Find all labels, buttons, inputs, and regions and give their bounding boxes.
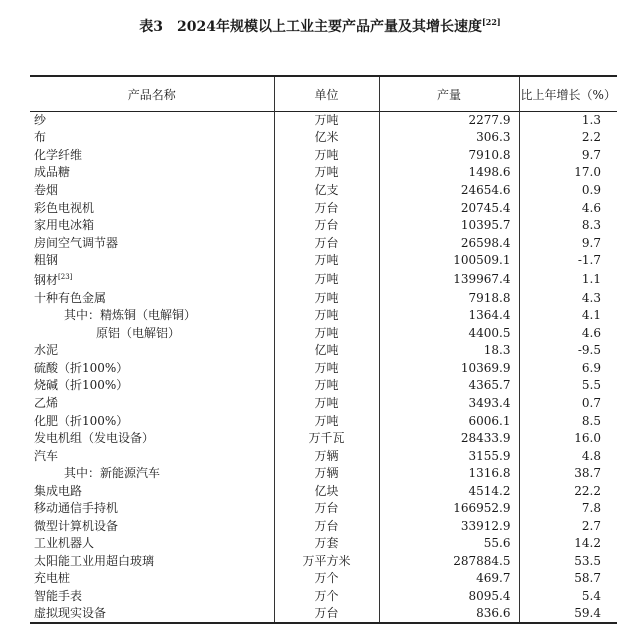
table-row bbox=[30, 199, 617, 217]
growth-cell: 58.7 bbox=[519, 570, 617, 588]
product-name-cell bbox=[30, 164, 274, 182]
table-row bbox=[30, 342, 617, 360]
product-name: 乙烯 bbox=[34, 395, 59, 410]
growth-cell: -1.7 bbox=[519, 252, 617, 270]
unit-cell: 万吨 bbox=[274, 395, 379, 413]
product-name: 充电桩 bbox=[34, 571, 71, 586]
header-unit: 单位 bbox=[274, 76, 379, 112]
product-name: 钢材 bbox=[34, 273, 59, 288]
table-row bbox=[30, 252, 617, 270]
product-name-cell bbox=[30, 518, 274, 536]
product-name: 智能手表 bbox=[34, 588, 83, 603]
growth-cell: 38.7 bbox=[519, 465, 617, 483]
product-name: 太阳能工业用超白玻璃 bbox=[34, 553, 155, 568]
table-title-text: 2024年规模以上工业主要产品产量及其增长速度 bbox=[177, 19, 482, 35]
unit-cell: 万吨 bbox=[274, 307, 379, 325]
growth-cell: 2.7 bbox=[519, 518, 617, 536]
output-cell: 24654.6 bbox=[379, 182, 519, 200]
growth-cell: 5.4 bbox=[519, 588, 617, 606]
unit-cell: 亿吨 bbox=[274, 342, 379, 360]
unit-cell: 万吨 bbox=[274, 147, 379, 165]
unit-cell: 万吨 bbox=[274, 412, 379, 430]
product-name: 成品糖 bbox=[34, 165, 71, 180]
product-name: 化学纤维 bbox=[34, 147, 83, 162]
growth-cell: 4.8 bbox=[519, 447, 617, 465]
output-cell: 10395.7 bbox=[379, 217, 519, 235]
unit-cell: 亿块 bbox=[274, 482, 379, 500]
table-body bbox=[30, 112, 617, 624]
table-row bbox=[30, 360, 617, 378]
product-name: 房间空气调节器 bbox=[34, 235, 119, 250]
header-growth: 比上年增长（%） bbox=[519, 76, 617, 112]
table-row bbox=[30, 217, 617, 235]
table-row bbox=[30, 570, 617, 588]
output-cell: 7918.8 bbox=[379, 289, 519, 307]
output-cell: 3493.4 bbox=[379, 395, 519, 413]
product-name: 化肥（折100%） bbox=[34, 413, 129, 428]
product-name-cell bbox=[30, 570, 274, 588]
table-row bbox=[30, 307, 617, 325]
product-name-cell bbox=[30, 360, 274, 378]
output-cell: 166952.9 bbox=[379, 500, 519, 518]
product-name-cell bbox=[30, 465, 274, 483]
product-name: 汽车 bbox=[34, 448, 59, 463]
output-cell: 10369.9 bbox=[379, 360, 519, 378]
growth-cell: 8.5 bbox=[519, 412, 617, 430]
product-name: 原铝（电解铝） bbox=[96, 325, 181, 340]
table-row bbox=[30, 182, 617, 200]
unit-cell: 万辆 bbox=[274, 465, 379, 483]
growth-cell: 8.3 bbox=[519, 217, 617, 235]
unit-cell: 万吨 bbox=[274, 252, 379, 270]
output-cell: 100509.1 bbox=[379, 252, 519, 270]
output-cell: 18.3 bbox=[379, 342, 519, 360]
product-name: 其中：精炼铜（电解铜） bbox=[64, 308, 197, 323]
table-row bbox=[30, 588, 617, 606]
unit-cell: 万套 bbox=[274, 535, 379, 553]
growth-cell: 53.5 bbox=[519, 553, 617, 571]
product-name-cell bbox=[30, 588, 274, 606]
output-cell: 1364.4 bbox=[379, 307, 519, 325]
product-name-cell bbox=[30, 553, 274, 571]
unit-cell: 万台 bbox=[274, 217, 379, 235]
output-cell: 3155.9 bbox=[379, 447, 519, 465]
product-name: 家用电冰箱 bbox=[34, 218, 95, 233]
product-name: 彩色电视机 bbox=[34, 200, 95, 215]
product-name-cell bbox=[30, 395, 274, 413]
product-name-cell bbox=[30, 112, 274, 130]
product-name: 粗钢 bbox=[34, 253, 59, 268]
product-name-cell bbox=[30, 147, 274, 165]
growth-cell: -9.5 bbox=[519, 342, 617, 360]
product-name-cell bbox=[30, 342, 274, 360]
table-row bbox=[30, 412, 617, 430]
table-row bbox=[30, 518, 617, 536]
product-name: 集成电路 bbox=[34, 483, 83, 498]
product-name-cell bbox=[30, 234, 274, 252]
table-row bbox=[30, 147, 617, 165]
table-title bbox=[0, 16, 640, 36]
growth-cell: 7.8 bbox=[519, 500, 617, 518]
product-name: 十种有色金属 bbox=[34, 290, 107, 305]
growth-cell: 59.4 bbox=[519, 605, 617, 623]
product-name-cell bbox=[30, 252, 274, 270]
output-cell: 20745.4 bbox=[379, 199, 519, 217]
header-product-name: 产品名称 bbox=[127, 87, 176, 102]
table-row bbox=[30, 447, 617, 465]
production-table bbox=[30, 75, 617, 624]
unit-cell: 万台 bbox=[274, 199, 379, 217]
footnote-ref: [23] bbox=[58, 273, 73, 282]
table-row bbox=[30, 605, 617, 623]
output-cell: 8095.4 bbox=[379, 588, 519, 606]
output-cell: 6006.1 bbox=[379, 412, 519, 430]
product-name-cell bbox=[30, 289, 274, 307]
growth-cell: 0.9 bbox=[519, 182, 617, 200]
product-name-cell bbox=[30, 447, 274, 465]
growth-cell: 2.2 bbox=[519, 129, 617, 147]
footnote-ref: [22] bbox=[482, 17, 501, 27]
product-name-cell bbox=[30, 430, 274, 448]
product-name: 布 bbox=[34, 130, 47, 145]
growth-cell: 16.0 bbox=[519, 430, 617, 448]
unit-cell: 亿米 bbox=[274, 129, 379, 147]
table-row bbox=[30, 535, 617, 553]
product-name-cell bbox=[30, 129, 274, 147]
product-name-cell bbox=[30, 325, 274, 343]
output-cell: 4400.5 bbox=[379, 325, 519, 343]
unit-cell: 万吨 bbox=[274, 360, 379, 378]
product-name: 其中：新能源汽车 bbox=[64, 466, 161, 481]
output-cell: 33912.9 bbox=[379, 518, 519, 536]
growth-cell: 22.2 bbox=[519, 482, 617, 500]
output-cell: 4514.2 bbox=[379, 482, 519, 500]
product-name: 纱 bbox=[34, 113, 47, 128]
output-cell: 7910.8 bbox=[379, 147, 519, 165]
table-row bbox=[30, 553, 617, 571]
growth-cell: 5.5 bbox=[519, 377, 617, 395]
table-row bbox=[30, 129, 617, 147]
product-name: 微型计算机设备 bbox=[34, 518, 119, 533]
growth-cell: 9.7 bbox=[519, 147, 617, 165]
product-name: 卷烟 bbox=[34, 182, 59, 197]
table-header-row bbox=[30, 76, 617, 112]
table-row bbox=[30, 465, 617, 483]
output-cell: 1316.8 bbox=[379, 465, 519, 483]
product-name-cell bbox=[30, 605, 274, 623]
table-row bbox=[30, 269, 617, 289]
table-row bbox=[30, 482, 617, 500]
table-number: 表3 bbox=[139, 19, 164, 35]
unit-cell: 亿支 bbox=[274, 182, 379, 200]
product-name-cell bbox=[30, 182, 274, 200]
unit-cell: 万吨 bbox=[274, 269, 379, 289]
growth-cell: 4.1 bbox=[519, 307, 617, 325]
growth-cell: 9.7 bbox=[519, 234, 617, 252]
output-cell: 836.6 bbox=[379, 605, 519, 623]
unit-cell: 万台 bbox=[274, 234, 379, 252]
growth-cell: 1.3 bbox=[519, 112, 617, 130]
product-name: 水泥 bbox=[34, 343, 59, 358]
unit-cell: 万吨 bbox=[274, 164, 379, 182]
product-name-cell bbox=[30, 535, 274, 553]
table-row bbox=[30, 500, 617, 518]
table-row bbox=[30, 112, 617, 130]
table-row bbox=[30, 325, 617, 343]
growth-cell: 14.2 bbox=[519, 535, 617, 553]
unit-cell: 万吨 bbox=[274, 325, 379, 343]
product-name-cell bbox=[30, 307, 274, 325]
product-name-cell bbox=[30, 377, 274, 395]
product-name: 烧碱（折100%） bbox=[34, 378, 129, 393]
output-cell: 4365.7 bbox=[379, 377, 519, 395]
product-name: 发电机组（发电设备） bbox=[34, 431, 155, 446]
unit-cell: 万个 bbox=[274, 588, 379, 606]
table-row bbox=[30, 289, 617, 307]
growth-cell: 17.0 bbox=[519, 164, 617, 182]
product-name-cell bbox=[30, 412, 274, 430]
growth-cell: 1.1 bbox=[519, 269, 617, 289]
product-name-cell bbox=[30, 217, 274, 235]
unit-cell: 万千瓦 bbox=[274, 430, 379, 448]
product-name: 虚拟现实设备 bbox=[34, 606, 107, 621]
product-name-cell bbox=[30, 482, 274, 500]
output-cell: 287884.5 bbox=[379, 553, 519, 571]
table-row bbox=[30, 430, 617, 448]
output-cell: 2277.9 bbox=[379, 112, 519, 130]
unit-cell: 万个 bbox=[274, 570, 379, 588]
product-name: 工业机器人 bbox=[34, 536, 95, 551]
output-cell: 469.7 bbox=[379, 570, 519, 588]
output-cell: 139967.4 bbox=[379, 269, 519, 289]
output-cell: 28433.9 bbox=[379, 430, 519, 448]
header-output: 产量 bbox=[379, 76, 519, 112]
growth-cell: 6.9 bbox=[519, 360, 617, 378]
product-name: 移动通信手持机 bbox=[34, 501, 119, 516]
unit-cell: 万平方米 bbox=[274, 553, 379, 571]
output-cell: 55.6 bbox=[379, 535, 519, 553]
product-name: 硫酸（折100%） bbox=[34, 360, 129, 375]
table-row bbox=[30, 234, 617, 252]
product-name-cell bbox=[30, 500, 274, 518]
unit-cell: 万吨 bbox=[274, 112, 379, 130]
growth-cell: 0.7 bbox=[519, 395, 617, 413]
growth-cell: 4.6 bbox=[519, 325, 617, 343]
output-cell: 26598.4 bbox=[379, 234, 519, 252]
product-name-cell bbox=[30, 199, 274, 217]
growth-cell: 4.6 bbox=[519, 199, 617, 217]
unit-cell: 万吨 bbox=[274, 289, 379, 307]
table-row bbox=[30, 164, 617, 182]
unit-cell: 万台 bbox=[274, 500, 379, 518]
unit-cell: 万台 bbox=[274, 605, 379, 623]
product-name-cell bbox=[30, 269, 274, 289]
unit-cell: 万辆 bbox=[274, 447, 379, 465]
output-cell: 1498.6 bbox=[379, 164, 519, 182]
table-row bbox=[30, 395, 617, 413]
unit-cell: 万吨 bbox=[274, 377, 379, 395]
table-row bbox=[30, 377, 617, 395]
output-cell: 306.3 bbox=[379, 129, 519, 147]
unit-cell: 万台 bbox=[274, 518, 379, 536]
growth-cell: 4.3 bbox=[519, 289, 617, 307]
